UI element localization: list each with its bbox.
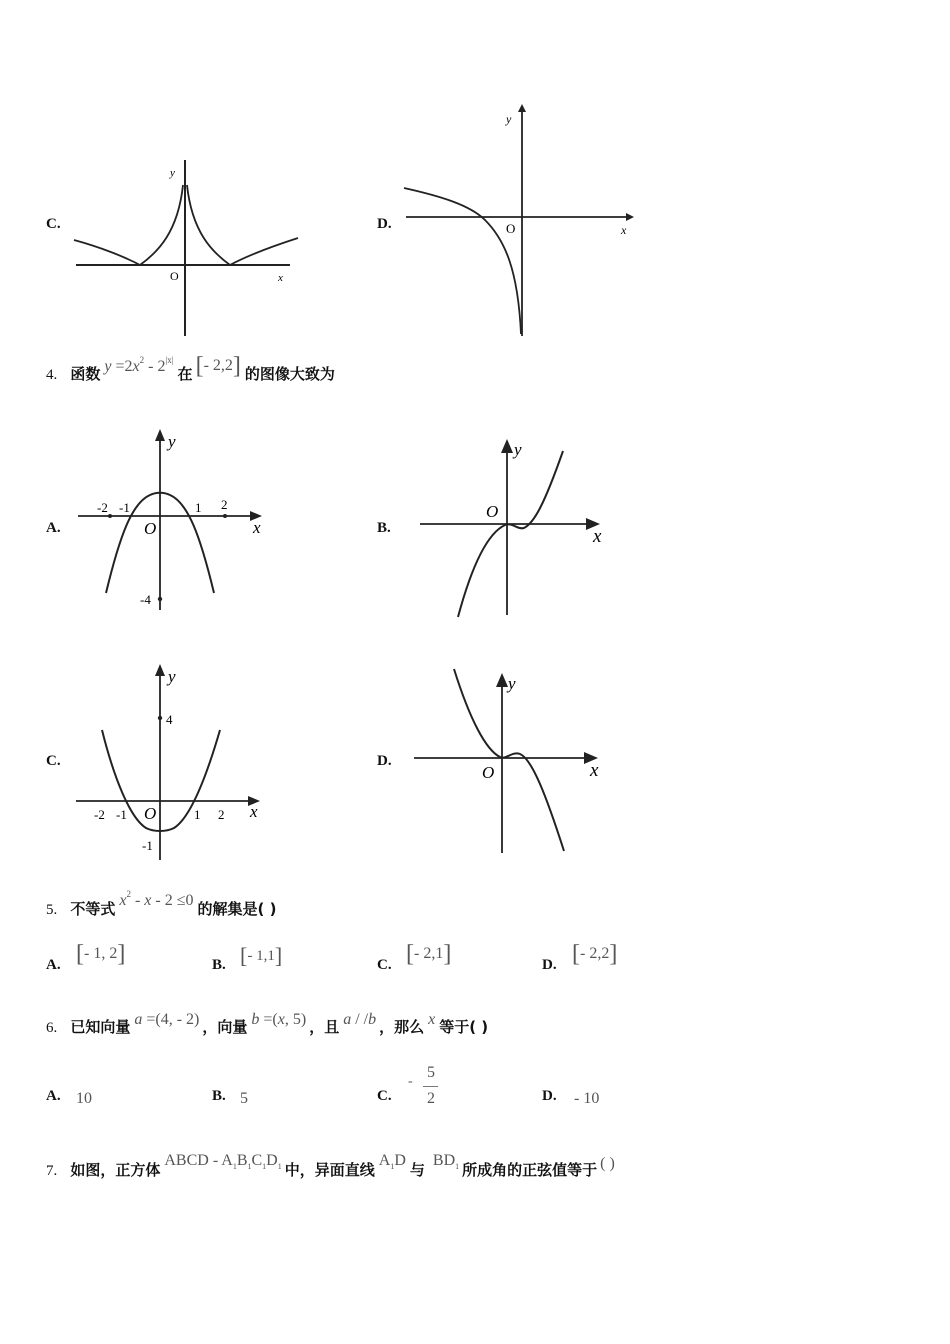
line1-sub: 1 [390, 1162, 395, 1171]
cube-c1: C [251, 1152, 263, 1169]
y-axis-label: y [170, 167, 175, 179]
q4-text-prefix: 函数 [70, 365, 101, 383]
q7-text3: 与 [409, 1161, 425, 1179]
point-4 [158, 716, 162, 720]
q4-graph-d [410, 665, 610, 860]
label-neg1: -1 [116, 807, 127, 822]
q5-option-b-value: [- 1,1] [240, 943, 283, 968]
q6-text3: ，且 [309, 1018, 340, 1036]
q3-graph-c [70, 152, 305, 340]
curve [404, 188, 521, 334]
q6-text5: 等于( ) [439, 1018, 489, 1036]
q4-formula [104, 355, 174, 375]
q4-stem [46, 353, 335, 389]
curve [458, 451, 563, 617]
q5-option-b-label: B. [212, 957, 226, 973]
q6-option-d-label: D. [542, 1088, 557, 1104]
origin-label: O [170, 269, 179, 283]
q6-option-b-value: 5 [240, 1090, 248, 1107]
label-4: 4 [166, 712, 173, 727]
cube-d1-sub: 1 [277, 1162, 282, 1171]
formula-y: y [104, 358, 112, 375]
origin-label: O [506, 221, 516, 236]
label-neg1-y: -1 [142, 838, 153, 853]
q6-text1: 已知向量 [70, 1018, 131, 1036]
tick-neg2 [108, 514, 112, 518]
q6-option-b-label: B. [212, 1088, 226, 1104]
q6-text4: ，那么 [379, 1018, 425, 1036]
par-b: b [368, 1011, 377, 1028]
q4-graph-c [70, 660, 270, 865]
q5-text-prefix: 不等式 [70, 900, 116, 918]
q4-option-d-label: D. [377, 753, 392, 769]
q7-line1 [379, 1152, 406, 1169]
q4-graph-a [70, 425, 270, 615]
origin-label: O [144, 804, 157, 823]
q4-graph-b [410, 435, 610, 625]
q5-a-interval: - 1, 2 [84, 945, 118, 962]
q6-option-c-numerator: 5 [427, 1064, 435, 1081]
q5-stem [46, 889, 277, 919]
cube-a1: A [221, 1152, 233, 1169]
origin-label: O [482, 763, 495, 782]
q6-vector-b [251, 1011, 306, 1028]
y-arrow [155, 429, 165, 441]
q6-number: 6. [46, 1020, 58, 1036]
y-axis-label: y [514, 440, 522, 459]
q7-cube [164, 1152, 281, 1169]
x-axis-label: x [278, 272, 283, 284]
curve [454, 669, 564, 851]
x-axis-label: x [621, 223, 627, 237]
q5-option-d-label: D. [542, 957, 557, 973]
curve-right [187, 185, 298, 265]
q7-text1: 如图，正方体 [70, 1161, 161, 1179]
line1-d: D [394, 1152, 406, 1169]
x-arrow [626, 213, 634, 221]
cube-a1-sub: 1 [232, 1162, 237, 1171]
q5-c-interval: - 2,1 [414, 945, 444, 962]
ineq-mid: - [130, 892, 145, 909]
x-axis-label: x [590, 760, 599, 781]
q5-option-d-value: [- 2,2] [572, 941, 618, 967]
vec-b-x: x [277, 1011, 285, 1028]
vec-a: a [134, 1011, 143, 1028]
q5-d-interval: - 2,2 [580, 945, 610, 962]
vec-b-val: =( [259, 1011, 278, 1028]
q6-option-c-sign: - [408, 1074, 413, 1089]
q5-inequality [119, 889, 194, 909]
line1-a: A [378, 1152, 391, 1169]
q6-option-c-denominator: 2 [427, 1090, 435, 1107]
q3-option-c-label: C. [46, 216, 61, 232]
curve-left [74, 185, 183, 265]
formula-sup2: 2 [139, 355, 145, 365]
y-axis-label: y [168, 667, 176, 686]
label-neg4: -4 [140, 592, 151, 607]
q6-text2: ，向量 [202, 1018, 248, 1036]
q5-option-c-label: C. [377, 957, 392, 973]
q6-stem [46, 1011, 489, 1037]
y-axis-label: y [506, 112, 512, 126]
y-axis-label: y [508, 674, 516, 693]
q4-interval: [- 2,2] [195, 353, 241, 379]
cube-c1-sub: 1 [262, 1162, 267, 1171]
label-1: 1 [195, 500, 202, 515]
label-2: 2 [218, 807, 225, 822]
q7-answer-paren: ( ) [600, 1155, 615, 1172]
ineq-rest: - 2 ≤0 [151, 892, 194, 909]
label-2: 2 [221, 497, 228, 512]
q6-vector-a [134, 1011, 199, 1028]
y-arrow [501, 439, 513, 453]
cube-d1: D [266, 1152, 278, 1169]
q5-option-c-value: [- 2,1] [406, 941, 452, 967]
q6-option-c-fraction-bar [423, 1086, 438, 1087]
q4-option-b-label: B. [377, 520, 391, 536]
tick-2 [223, 514, 227, 518]
label-neg1: -1 [119, 500, 130, 515]
y-arrow [155, 664, 165, 676]
q6-option-c-label: C. [377, 1088, 392, 1104]
q5-text-suffix: 的解集是( ) [197, 900, 277, 918]
point-neg4 [158, 597, 162, 601]
q7-stem [46, 1152, 615, 1181]
vec-b-end: , 5) [284, 1011, 307, 1028]
q3-graph-d [400, 100, 645, 340]
x-axis-label: x [593, 526, 602, 547]
q7-text2: 中，异面直线 [284, 1161, 375, 1179]
q6-option-d-value: - 10 [574, 1090, 600, 1107]
q6-option-a-label: A. [46, 1088, 61, 1104]
q3-option-d-label: D. [377, 216, 392, 232]
q5-option-a-value: [- 1, 2] [76, 941, 126, 967]
ineq-sup: 2 [126, 889, 131, 899]
y-arrow [496, 673, 508, 687]
interval-value: - 2,2 [203, 357, 233, 374]
q4-option-a-label: A. [46, 520, 61, 536]
x-axis-label: x [250, 802, 258, 821]
label-1: 1 [194, 807, 201, 822]
q7-text4: 所成角的正弦值等于 [462, 1161, 598, 1179]
label-neg2: -2 [97, 500, 108, 515]
cube-main: ABCD - [164, 1152, 222, 1169]
y-axis-label: y [168, 432, 176, 451]
q6-parallel [343, 1011, 376, 1028]
formula-x: x [132, 358, 140, 375]
origin-label: O [144, 519, 157, 538]
label-neg2: -2 [94, 807, 105, 822]
vec-a-val: =(4, - 2) [142, 1011, 200, 1028]
q5-number: 5. [46, 902, 58, 918]
cube-b1-sub: 1 [247, 1162, 252, 1171]
y-arrow [518, 104, 526, 112]
formula-minus2: - 2 [144, 358, 166, 375]
vec-b: b [251, 1011, 260, 1028]
q6-option-a-value: 10 [76, 1090, 92, 1107]
q4-number: 4. [46, 367, 58, 383]
q4-text-suffix: 的图像大致为 [244, 365, 335, 383]
q5-option-a-label: A. [46, 957, 61, 973]
x-axis-label: x [253, 518, 261, 537]
q5-b-interval: - 1,1 [247, 948, 275, 964]
q7-line2 [433, 1152, 459, 1169]
origin-label: O [486, 502, 499, 521]
formula-supx: |x| [165, 355, 174, 365]
par-a: a [343, 1011, 352, 1028]
cube-b1: B [236, 1152, 248, 1169]
formula-eq: =2 [111, 358, 133, 375]
q7-number: 7. [46, 1163, 58, 1179]
q4-option-c-label: C. [46, 753, 61, 769]
par-sym: / / [351, 1011, 369, 1028]
ineq-x: x [119, 892, 127, 909]
q4-text-in: 在 [177, 365, 193, 383]
ineq-x2: x [144, 892, 152, 909]
line2-sub: 1 [455, 1162, 460, 1171]
q6-var-x: x [428, 1011, 436, 1028]
line2-bd: BD [432, 1152, 456, 1169]
